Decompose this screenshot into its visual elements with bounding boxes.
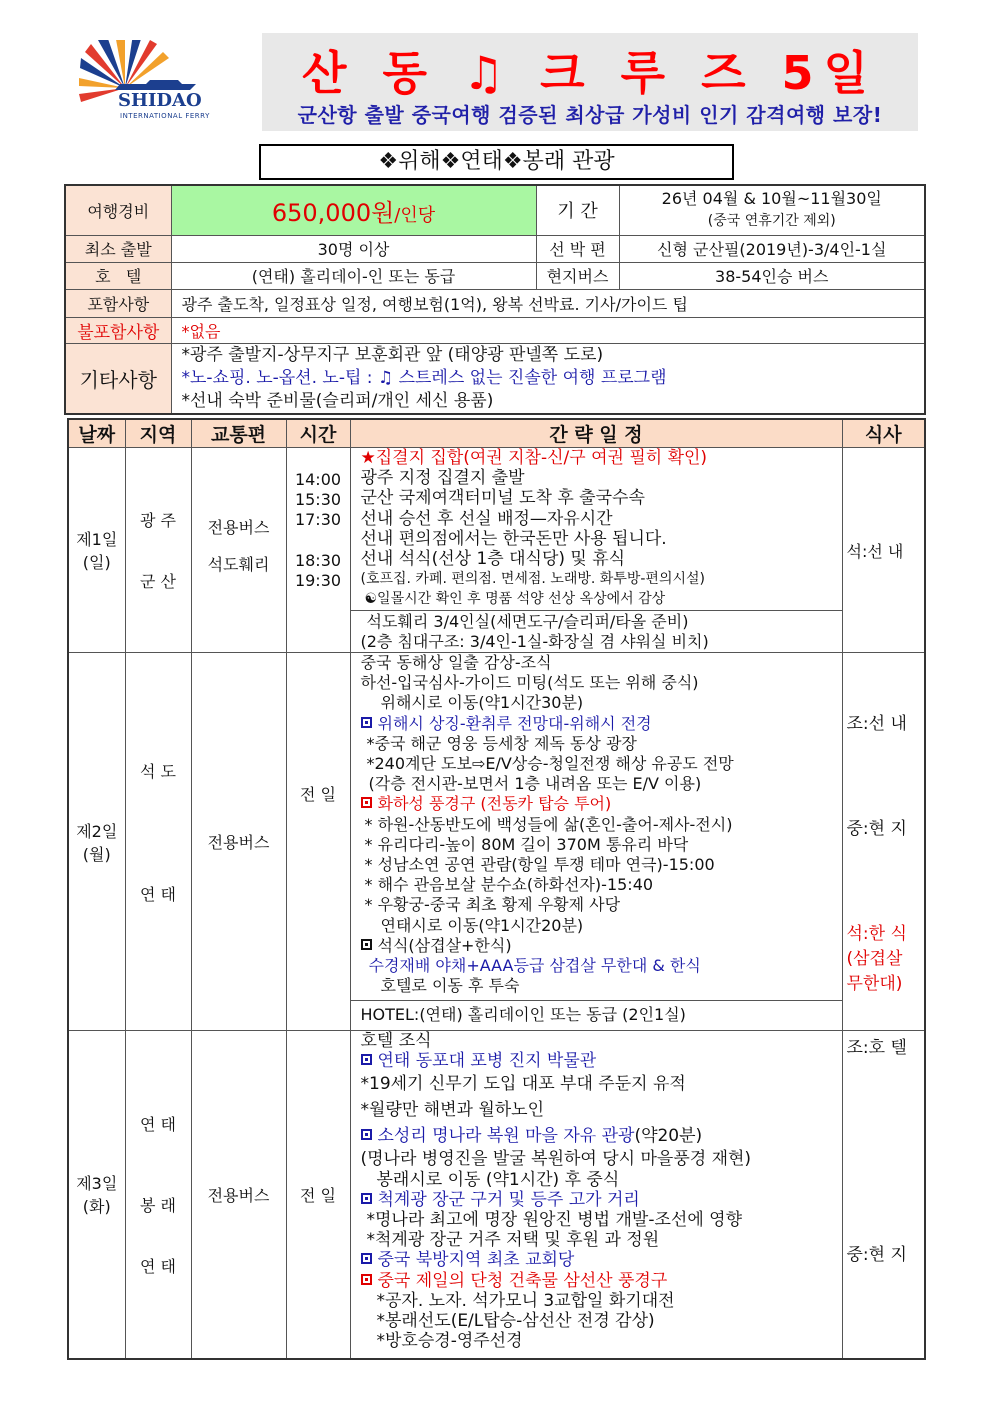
itinerary-line: * 하원-산동반도에 백성들에 삶(혼인-출어-제사-전시): [364, 814, 733, 834]
weekday-label: (월): [82, 844, 111, 864]
itinerary-line: 군산 국제여객터미널 도착 후 출국수속: [360, 488, 645, 509]
etc-line: *광주 출발지-상무지구 보훈회관 앞 (태양광 판넬쪽 도로): [181, 344, 604, 365]
col-header-region: 지역: [125, 419, 191, 448]
day1-itinerary: [350, 448, 842, 611]
etc-line: *노-쇼핑. 노-옵션. 노-팁 : ♫ 스트레스 없는 진솔한 여행 프로그램: [181, 367, 667, 388]
itinerary-line: * 우황궁-중국 최초 황제 우황제 사당: [364, 895, 621, 915]
day1-date: [68, 448, 125, 653]
period-cell: [619, 185, 925, 235]
time-value: 17:30: [294, 510, 342, 530]
itinerary-line: 수경재배 야채+AAA등급 삼겹살 무한대 & 한식: [368, 956, 701, 976]
itinerary-line: 중국 제일의 단청 건축물 삼선산 풍경구: [351, 1271, 842, 1291]
min-value: 30명 이상: [171, 235, 536, 262]
itinerary-line: 석식(삼겹살+한식): [351, 936, 842, 956]
cost-unit: /인당: [394, 204, 436, 226]
time-value: 전 일: [300, 784, 336, 804]
transport-name: 전용버스: [207, 518, 270, 538]
col-header-date: 날짜: [68, 419, 125, 448]
day2-time: [286, 653, 350, 1031]
itinerary-line: 위해시로 이동(약1시간30분): [380, 693, 584, 713]
transport-name: 석도훼리: [207, 555, 270, 575]
day1-row: [68, 448, 925, 611]
ship-value: 신형 군산필(2019년)-3/4인-1실: [619, 235, 925, 262]
itinerary-line: 하선-입국심사-가이드 미팅(석도 또는 위해 중식): [360, 673, 699, 693]
day2-itinerary: [350, 653, 842, 1001]
page-title: 산 동 ♫ 크 루 즈 5일: [302, 46, 878, 100]
etc-label: 기타사항: [65, 343, 171, 414]
day-label: 제3일: [76, 1174, 118, 1194]
region-name: 봉 래: [140, 1195, 176, 1215]
day3-row: [68, 1031, 925, 1359]
itinerary-line: 선내 편의점에서는 한국돈만 사용 됩니다.: [360, 528, 667, 549]
day-label: 제2일: [76, 821, 118, 841]
day2-row: [68, 653, 925, 1001]
itinerary-line: 중국 동해상 일출 감상-조식: [360, 653, 552, 673]
col-header-meal: 식사: [842, 419, 925, 448]
day3-date: [68, 1031, 125, 1359]
schedule-table: [67, 418, 926, 1360]
itinerary-line: 척계광 장군 구거 및 등주 고가 거리: [351, 1190, 842, 1210]
itinerary-line: (명나라 병영진을 발굴 복원하여 당시 마을풍경 재현): [360, 1149, 752, 1170]
region-name: 연 태: [140, 1114, 176, 1134]
itinerary-line: *명나라 최고에 명장 원앙진 병법 개발-조선에 영향: [366, 1210, 742, 1231]
period-label: 기 간: [536, 185, 619, 235]
page-subtitle: 군산항 출발 중국여행 검증된 최상급 가성비 인기 감격여행 보장!: [297, 103, 883, 127]
company-logo: [70, 40, 235, 130]
day3-time: 전 일: [286, 1031, 350, 1359]
etc-cell: [171, 343, 925, 414]
square-bullet-icon: [361, 1253, 372, 1264]
col-header-transport: 교통편: [191, 419, 286, 448]
region-name: 광 주: [140, 511, 176, 531]
itinerary-line: 연태시로 이동(약1시간20분): [380, 915, 584, 935]
cost-value: 650,000원: [271, 198, 395, 227]
ferry-note-line: (2층 침대구조: 3/4인-1실-화장실 겸 샤워실 비치): [360, 631, 709, 651]
day2-date: [68, 653, 125, 1031]
square-bullet-icon: [361, 1054, 372, 1065]
square-bullet-icon: [361, 1193, 372, 1204]
logo-subtext: INTERNATIONAL FERRY: [120, 112, 210, 120]
dinner-meal-note: (삼겹살: [846, 949, 903, 970]
dinner-meal: 석:한 식: [846, 924, 907, 945]
time-value: 15:30: [294, 490, 342, 510]
etc-line: *선내 숙박 준비물(슬리퍼/개인 세신 용품): [181, 390, 494, 411]
region-name: 군 산: [140, 572, 176, 592]
itinerary-line: 위해시 상징-환취루 전망대-위해시 전경: [351, 714, 842, 734]
square-bullet-icon: [361, 717, 372, 728]
excluded-label: 불포함사항: [65, 317, 171, 343]
itinerary-line: *공자. 노자. 석가모니 3교합일 화기대전: [376, 1290, 675, 1311]
time-value: 18:30: [294, 550, 342, 570]
region-name: 석 도: [140, 761, 176, 781]
day2-transport: 전용버스: [191, 653, 286, 1031]
cost-cell: [171, 185, 536, 235]
weekday-label: (일): [82, 553, 111, 573]
itinerary-line: (호프집. 카페. 편의점. 면세점. 노래방. 화투방-편의시설): [360, 571, 705, 588]
itinerary-line: *월량만 해변과 월하노인: [360, 1100, 545, 1121]
day-label: 제1일: [76, 530, 118, 550]
square-bullet-icon: [361, 1129, 372, 1140]
day1-meal: 석:선 내: [842, 448, 925, 653]
itinerary-line: 중국 북방지역 최초 교회당: [351, 1250, 842, 1270]
itinerary-line: * 성남소연 공연 관람(항일 투쟁 테마 연극)-15:00: [364, 855, 715, 875]
itinerary-line: 호텔로 이동 후 투숙: [380, 976, 520, 996]
itinerary-line: *봉래선도(E/L탑승-삼선산 전경 감상): [376, 1311, 655, 1332]
cost-label: 여행경비: [65, 185, 171, 235]
itinerary-line: 봉래시로 이동 (약1시간) 후 중식: [376, 1169, 620, 1190]
bus-label: 현지버스: [536, 262, 619, 289]
day3-meals: [842, 1031, 925, 1359]
itinerary-line: (각층 전시관-보면서 1층 내려옴 또는 E/V 이용): [368, 774, 702, 794]
day3-transport: 전용버스: [191, 1031, 286, 1359]
tour-region-box: ❖위해❖연태❖봉래 관광: [259, 144, 734, 180]
day3-region: [125, 1031, 191, 1359]
period-line2: (중국 연휴기간 제외): [707, 213, 836, 230]
day1-ferry-note: [350, 610, 842, 652]
day1-region: [125, 448, 191, 653]
itinerary-line: 광주 지정 집결지 출발: [360, 468, 525, 489]
itinerary-line: 호텔 조식: [360, 1031, 432, 1052]
itinerary-line: * 해수 관음보살 분수쇼(하화선자)-15:40: [364, 875, 654, 895]
title-banner: [262, 33, 918, 131]
region-name: 연 태: [140, 884, 176, 904]
breakfast-meal: 조:선 내: [846, 714, 907, 735]
weekday-label: (화): [82, 1197, 111, 1217]
included-value: 광주 출도착, 일정표상 일정, 여행보험(1억), 왕복 선박료. 기사/가이드 팁: [171, 289, 925, 317]
itinerary-line: *중국 해군 영웅 등세창 제독 동상 광장: [366, 733, 637, 753]
itinerary-line: 선내 석식(선상 1층 대식당) 및 휴식: [360, 549, 626, 570]
lunch-meal: 중:현 지: [846, 819, 907, 840]
itinerary-line: 선내 승선 후 선실 배정—자유시간: [360, 508, 613, 529]
tour-info-table: [64, 184, 926, 415]
itinerary-line: 소성리 명나라 복원 마을 자유 관광(약20분): [351, 1123, 842, 1149]
logo-text: SHIDAO: [118, 90, 202, 111]
hotel-label: 호 텔: [65, 262, 171, 289]
itinerary-line: *방호승경-영주선경: [376, 1331, 523, 1352]
region-name: 연 태: [140, 1256, 176, 1276]
square-bullet-icon: [361, 1274, 372, 1285]
ship-label: 선 박 편: [536, 235, 619, 262]
square-bullet-icon: [361, 939, 372, 950]
day2-meals: [842, 653, 925, 1031]
lunch-meal: 중:현 지: [846, 1245, 907, 1266]
dinner-meal-note: 무한대): [846, 974, 903, 995]
time-value: 14:00: [294, 470, 342, 489]
col-header-itinerary: 간 략 일 정: [350, 419, 842, 448]
period-line1: 26년 04월 & 10월~11월30일: [661, 189, 882, 209]
min-label: 최소 출발: [65, 235, 171, 262]
hotel-value: (연태) 홀리데이-인 또는 동급: [171, 262, 536, 289]
day2-region: [125, 653, 191, 1031]
itinerary-line: *19세기 신무기 도입 대포 부대 주둔지 유적: [360, 1074, 686, 1095]
itinerary-line: *240계단 도보⇨E/V상승-청일전쟁 해상 유공도 전망: [366, 754, 734, 774]
ferry-note-line: 석도훼리 3/4인실(세면도구/슬리퍼/타올 준비): [366, 611, 689, 631]
time-value: 19:30: [294, 570, 342, 590]
col-header-time: 시간: [286, 419, 350, 448]
itinerary-line: 화하성 풍경구 (전동카 탑승 투어): [351, 794, 842, 814]
day1-times: [286, 448, 350, 653]
itinerary-line: 연태 동포대 포병 진지 박물관: [351, 1051, 842, 1071]
itinerary-line: ☯일몰시간 확인 후 명품 석양 선상 옥상에서 감상: [364, 591, 666, 608]
included-label: 포함사항: [65, 289, 171, 317]
itinerary-line: ★집결지 집합(여권 지참-신/구 여권 필히 확인): [360, 448, 708, 468]
day2-hotel: HOTEL:(연태) 홀리데이인 또는 동급 (2인1실): [350, 1001, 842, 1031]
itinerary-line: *척계광 장군 거주 저택 및 후원 과 정원: [366, 1230, 660, 1251]
breakfast-meal: 조:호 텔: [846, 1038, 907, 1059]
bus-value: 38-54인승 버스: [619, 262, 925, 289]
day1-transport: [191, 448, 286, 653]
square-bullet-icon: [361, 797, 372, 808]
excluded-value: *없음: [171, 317, 925, 343]
day3-itinerary: [350, 1031, 842, 1359]
itinerary-line: * 유리다리-높이 80M 길이 370M 통유리 바닥: [364, 834, 689, 854]
